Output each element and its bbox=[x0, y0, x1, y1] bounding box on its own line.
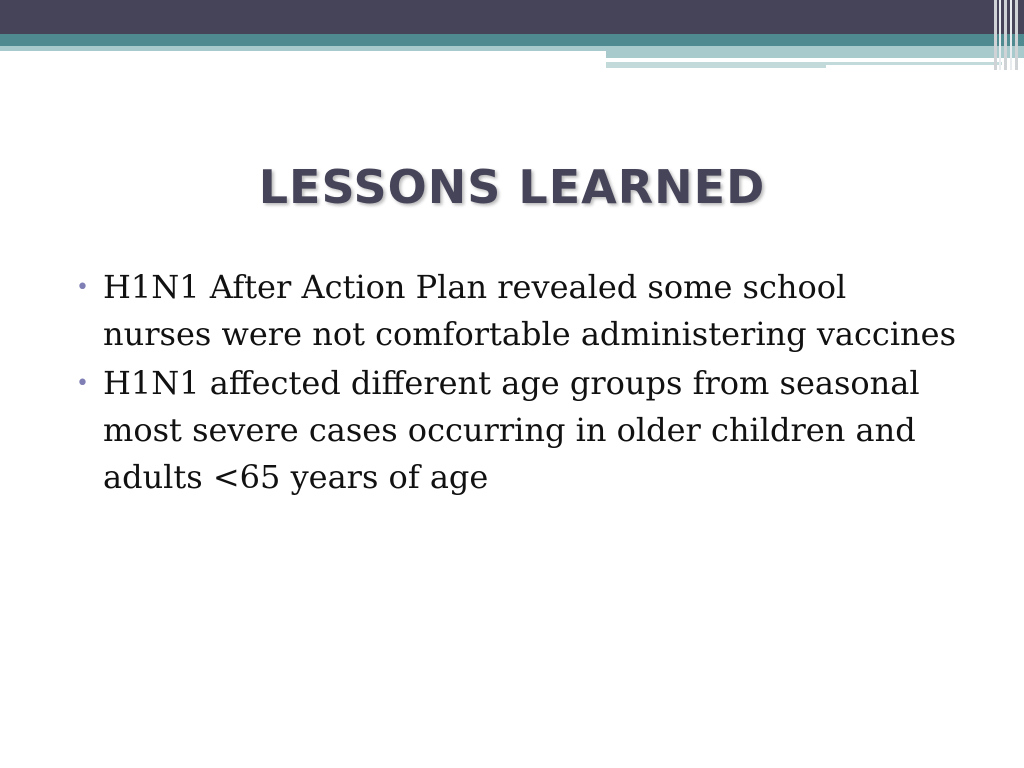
header-vertical-stripe bbox=[1015, 0, 1018, 70]
bullet-text: H1N1 affected different age groups from seasonal most severe cases occurring in older children and adults <65 years of age bbox=[103, 364, 920, 496]
header-vertical-stripe bbox=[1010, 0, 1012, 70]
bullet-text: H1N1 After Action Plan revealed some school nurses were not comfortable administering vaccines bbox=[103, 268, 957, 353]
header-vertical-stripe bbox=[999, 0, 1001, 70]
bullet-icon: • bbox=[76, 275, 89, 300]
slide-title: LESSONS LEARNED bbox=[258, 160, 766, 214]
header-accent-line bbox=[606, 58, 948, 60]
header-accent-line bbox=[606, 62, 826, 68]
header-vertical-stripe bbox=[994, 0, 997, 70]
bullet-list bbox=[76, 264, 956, 503]
header-band-teal bbox=[0, 34, 1024, 46]
bullet-icon: • bbox=[76, 371, 89, 396]
bullet-item bbox=[76, 360, 956, 501]
bullet-item bbox=[76, 264, 956, 358]
header-accent-block bbox=[606, 46, 1024, 58]
header-band-dark bbox=[0, 0, 1024, 34]
header-accent-line bbox=[826, 62, 1002, 65]
header-vertical-stripe bbox=[1004, 0, 1007, 70]
